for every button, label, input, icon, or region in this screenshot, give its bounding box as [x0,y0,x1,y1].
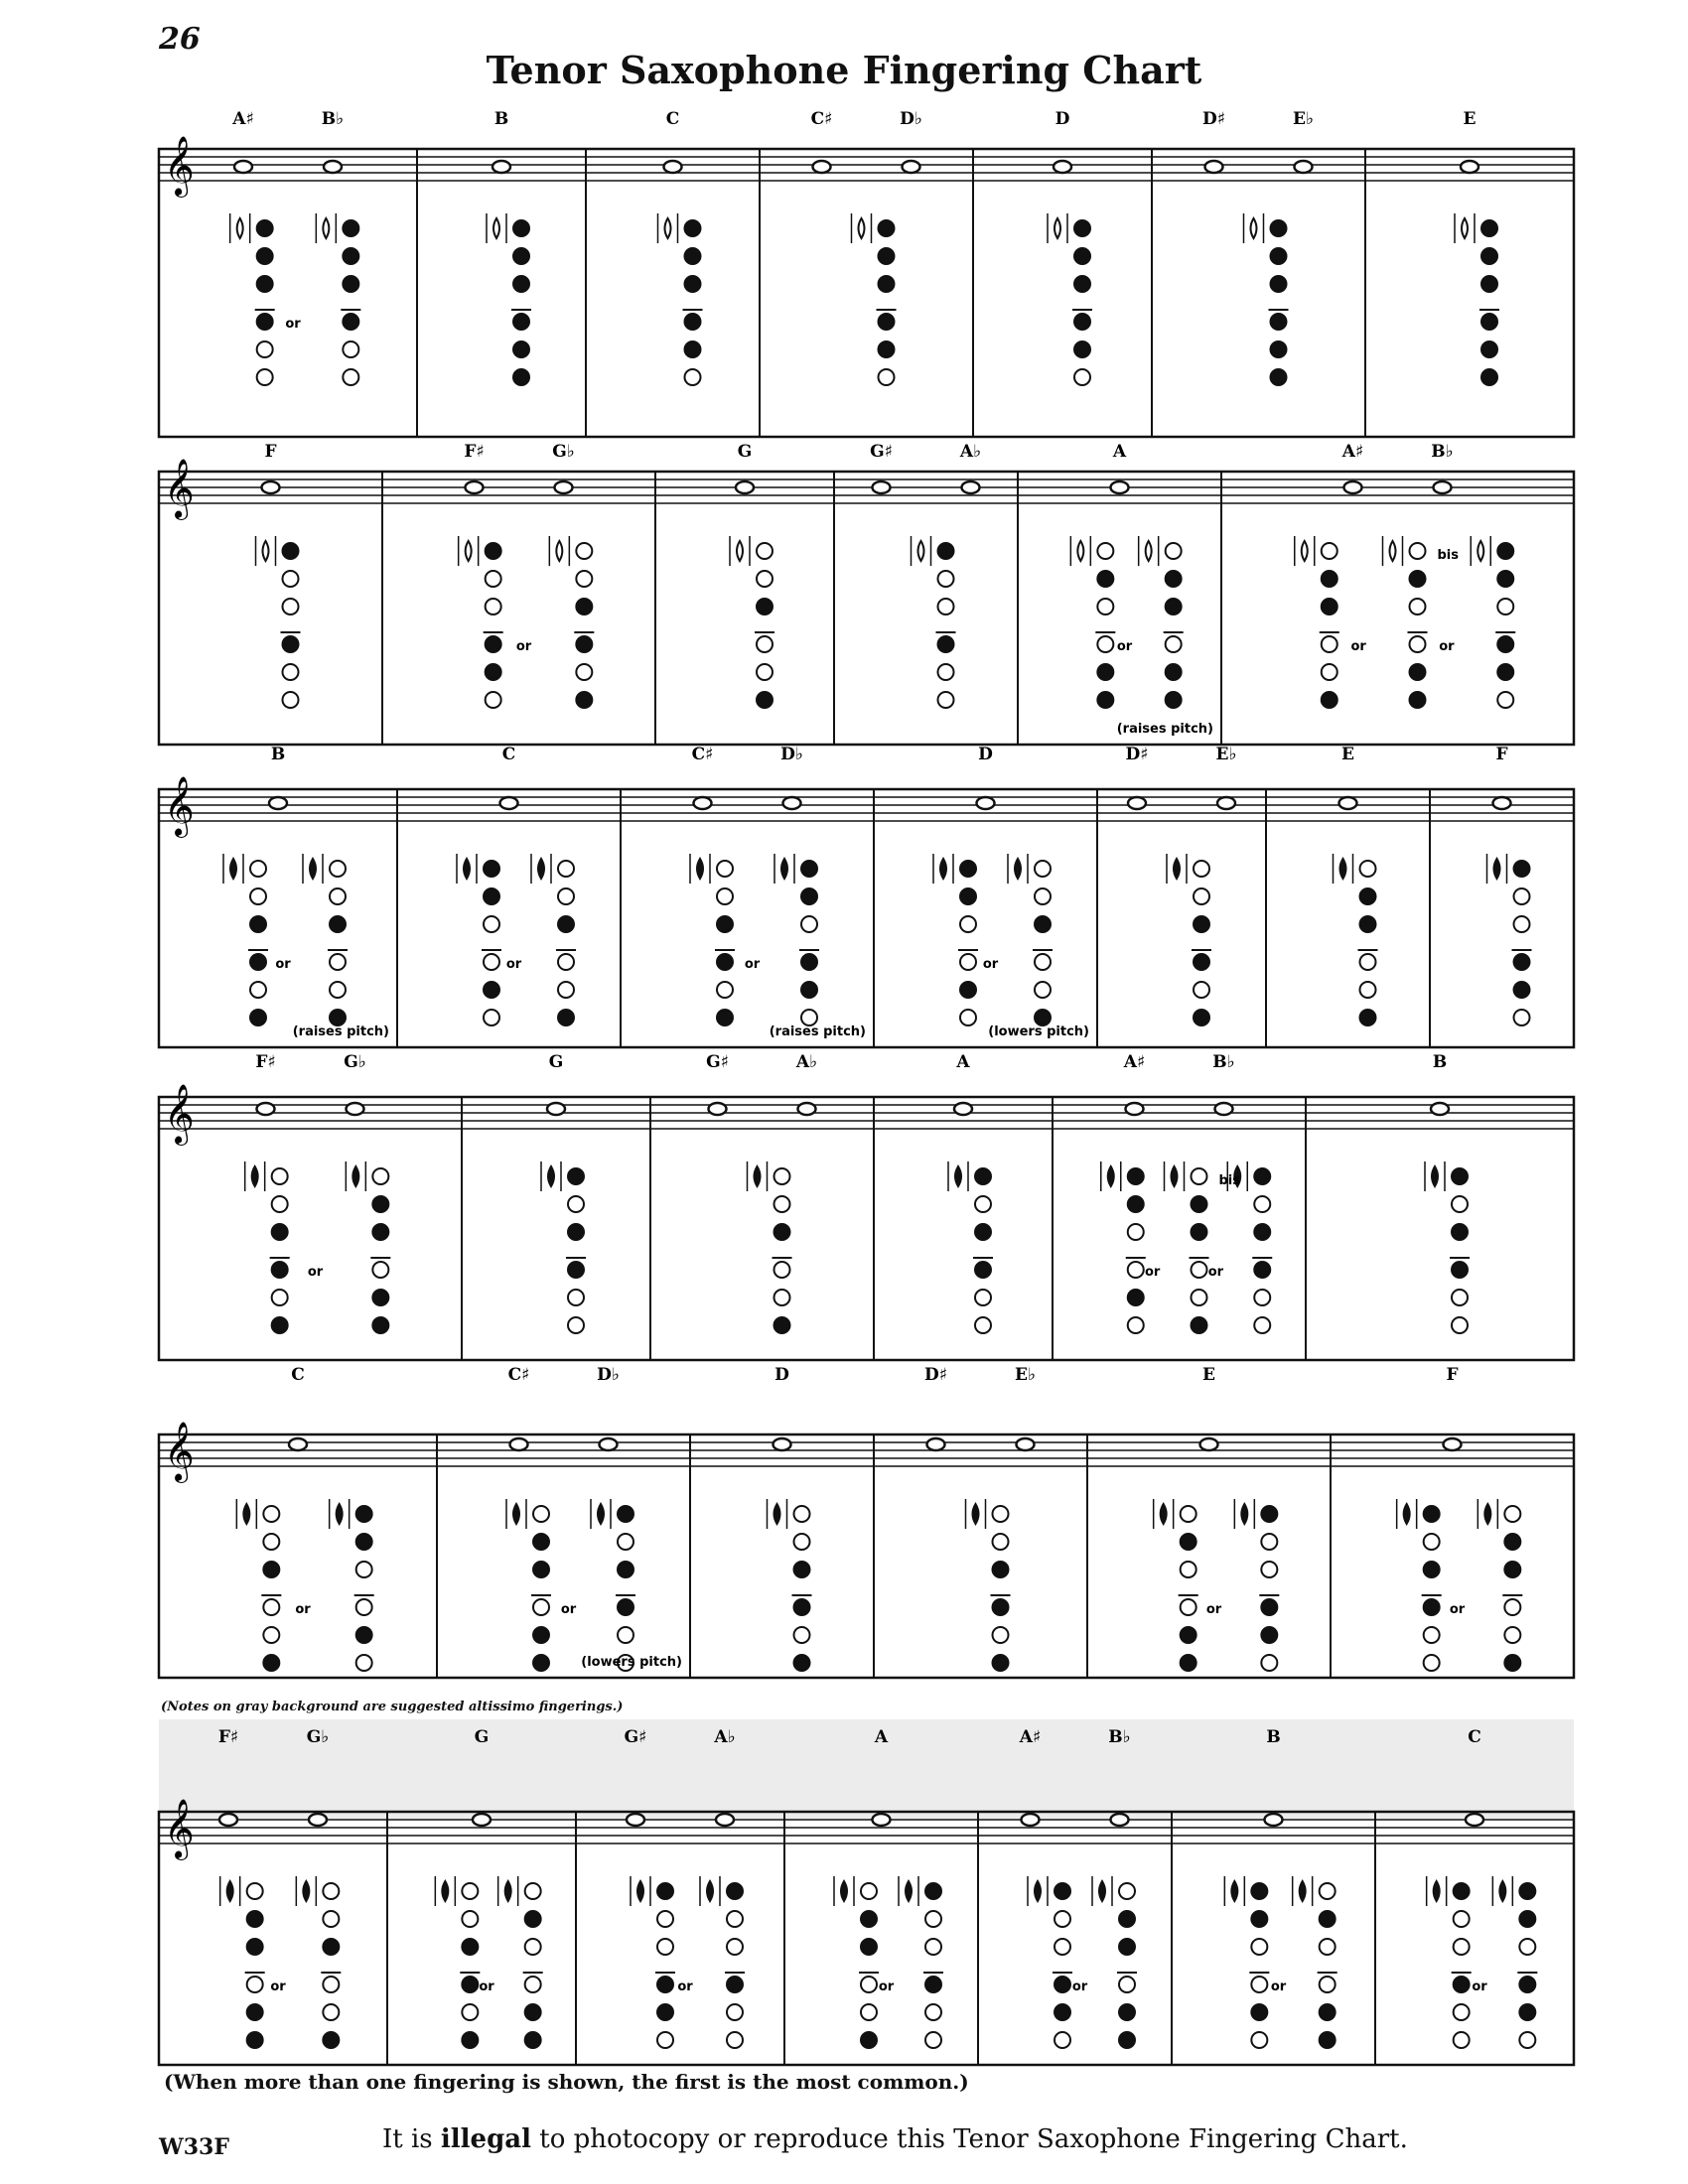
or-label: or [515,639,532,654]
tone-hole-icon [861,1883,877,1899]
tone-hole-icon [247,2004,263,2020]
note-name-label: B [493,109,509,129]
tone-hole-icon [1119,1939,1135,1955]
note-head-icon [1265,1814,1283,1826]
note-name-label: G [737,442,753,462]
fingering-diagram [498,1876,543,2048]
or-label: or [1350,639,1366,654]
bis-label: bis [1218,1173,1240,1188]
note-name-label: A♭ [714,1727,736,1747]
tone-hole-icon [462,1939,478,1955]
tone-hole-icon [727,2032,743,2048]
or-label: or [1207,1265,1224,1280]
note-head-icon [309,1814,327,1826]
note-name-label: A [1112,442,1127,462]
note-name-label: A♯ [1123,1052,1146,1072]
note-head-icon [873,1814,891,1826]
or-label: or [1449,1602,1466,1617]
note-name-label: C♯ [810,109,833,129]
treble-clef-icon: 𝄞 [164,1084,195,1144]
fingering-diagram [631,1876,675,2048]
pitch-note-label: (raises pitch) [292,1024,389,1039]
altissimo-note: (Notes on gray background are suggested altissimo fingerings.) [161,1700,624,1714]
tone-hole-icon [861,1939,877,1955]
tone-hole-icon [462,1911,478,1927]
note-name-label: A♯ [232,109,254,129]
or-label: or [677,1979,693,1994]
treble-clef-icon: 𝄞 [164,776,195,836]
note-name-label: E♭ [1293,109,1314,129]
note-head-icon [627,1814,644,1826]
note-name-label: A [874,1727,889,1747]
tone-hole-icon [1320,1939,1336,1955]
note-name-label: E♭ [1015,1365,1036,1385]
tone-hole-icon [925,1911,941,1927]
tone-hole-icon [657,2032,673,2048]
fingering-diagram [1492,1876,1537,2048]
tone-hole-icon [1320,2032,1336,2048]
fingering-diagram [220,1876,265,2048]
fingering-diagram [1028,1876,1072,2048]
or-label: or [1439,639,1455,654]
tone-hole-icon [462,1883,478,1899]
note-name-label: G♭ [306,1727,330,1747]
or-label: or [479,1979,494,1994]
tone-hole-icon [1055,2032,1070,2048]
tone-hole-icon [727,1883,743,1899]
octave-key-icon [1231,1881,1237,1901]
fingering-diagram [435,1876,480,2048]
or-label: or [744,957,761,972]
octave-key-icon [505,1881,511,1901]
note-head-icon [716,1814,734,1826]
tone-hole-icon [247,2032,263,2048]
tone-hole-icon [525,2004,541,2020]
note-head-icon [1466,1814,1483,1826]
tone-hole-icon [1251,2032,1267,2048]
or-label: or [1116,639,1133,654]
or-label: or [982,957,999,972]
tone-hole-icon [1320,1911,1336,1927]
note-name-label: E♭ [1215,745,1237,764]
tone-hole-icon [861,1977,877,1992]
or-label: or [1472,1979,1487,1994]
fingering-diagram [1427,1876,1472,2048]
tone-hole-icon [1055,1911,1070,1927]
tone-hole-icon [1519,1939,1535,1955]
tone-hole-icon [525,1939,541,1955]
tone-hole-icon [1519,1977,1535,1992]
tone-hole-icon [247,1939,263,1955]
pitch-note-label: (lowers pitch) [988,1024,1089,1039]
note-name-label: A [956,1052,970,1072]
tone-hole-icon [925,1977,941,1992]
tone-hole-icon [727,1977,743,1992]
note-name-label: C [665,109,680,129]
fingering-diagram [899,1876,943,2048]
footnote: (When more than one fingering is shown, the first is the most common.) [164,2070,969,2094]
note-name-label: G♯ [624,1727,647,1747]
note-name-label: C♯ [507,1365,530,1385]
note-name-label: C♯ [691,745,714,764]
fingering-diagram [834,1876,879,2048]
fingering-diagram [296,1876,341,2048]
or-label: or [275,957,291,972]
tone-hole-icon [1454,1939,1470,1955]
note-name-label: D [978,745,993,764]
note-name-label: D♯ [1125,745,1149,764]
page-title: Tenor Saxophone Fingering Chart [486,48,1202,92]
tone-hole-icon [727,1939,743,1955]
tone-hole-icon [1320,1883,1336,1899]
octave-key-icon [1300,1881,1306,1901]
octave-key-icon [1434,1881,1440,1901]
tone-hole-icon [462,2032,478,2048]
note-name-label: D [774,1365,789,1385]
octave-key-icon [637,1881,643,1901]
treble-clef-icon: 𝄞 [164,1422,195,1481]
note-name-label: A♯ [1341,442,1364,462]
octave-key-icon [442,1881,448,1901]
tone-hole-icon [1519,2004,1535,2020]
note-head-icon [1022,1814,1040,1826]
page-number: 26 [159,22,201,57]
note-name-label: C [501,745,516,764]
note-name-label: F♯ [464,442,485,462]
or-label: or [307,1265,324,1280]
or-label: or [1144,1265,1161,1280]
note-name-label: B [1432,1052,1448,1072]
tone-hole-icon [1119,1977,1135,1992]
fingering-diagram [1092,1876,1137,2048]
tone-hole-icon [1454,1977,1470,1992]
or-label: or [270,1979,286,1994]
fingering-diagram [1293,1876,1337,2048]
note-name-label: E [1463,109,1477,129]
tone-hole-icon [323,1911,339,1927]
copyright-suffix: to photocopy or reproduce this Tenor Saxophone Fingering Chart. [530,2124,1408,2154]
note-name-label: E [1202,1365,1215,1385]
note-name-label: D♭ [780,745,803,764]
note-name-label: F♯ [255,1052,276,1072]
octave-key-icon [303,1881,309,1901]
tone-hole-icon [925,2004,941,2020]
tone-hole-icon [861,2032,877,2048]
tone-hole-icon [657,2004,673,2020]
tone-hole-icon [525,1977,541,1992]
note-name-label: D♯ [924,1365,947,1385]
copyright-illegal-word: illegal [440,2124,531,2154]
tone-hole-icon [525,1883,541,1899]
tone-hole-icon [1119,2004,1135,2020]
pitch-note-label: (raises pitch) [769,1024,866,1039]
tone-hole-icon [1320,1977,1336,1992]
note-name-label: G [474,1727,490,1747]
octave-key-icon [906,1881,912,1901]
note-name-label: E [1341,745,1354,764]
tone-hole-icon [1119,1911,1135,1927]
note-name-label: D♭ [900,109,922,129]
octave-key-icon [1099,1881,1105,1901]
note-head-icon [1111,1814,1129,1826]
tone-hole-icon [657,1911,673,1927]
tone-hole-icon [1519,1911,1535,1927]
tone-hole-icon [323,2032,339,2048]
note-name-label: F [1446,1365,1459,1385]
tone-hole-icon [1454,1911,1470,1927]
treble-clef-icon: 𝄞 [164,459,195,518]
or-label: or [560,1602,577,1617]
tone-hole-icon [323,1977,339,1992]
tone-hole-icon [1519,2032,1535,2048]
note-name-label: C [1468,1727,1481,1747]
or-label: or [878,1979,895,1994]
tone-hole-icon [1251,1883,1267,1899]
octave-key-icon [707,1881,713,1901]
octave-key-icon [227,1881,233,1901]
tone-hole-icon [861,2004,877,2020]
note-name-label: B♭ [1431,442,1454,462]
note-name-label: F [264,442,277,462]
tone-hole-icon [323,1883,339,1899]
fingering-diagram [1224,1876,1269,2048]
note-name-label: B♭ [1108,1727,1131,1747]
or-label: or [1071,1979,1088,1994]
or-label: or [1205,1602,1222,1617]
note-name-label: G♯ [706,1052,729,1072]
copyright-prefix: It is [382,2124,441,2154]
tone-hole-icon [247,1883,263,1899]
publication-code: W33F [159,2134,229,2160]
octave-key-icon [841,1881,847,1901]
note-name-label: G♭ [344,1052,366,1072]
tone-hole-icon [323,2004,339,2020]
tone-hole-icon [727,1911,743,1927]
tone-hole-icon [1055,1977,1070,1992]
treble-clef-icon: 𝄞 [164,1799,195,1858]
tone-hole-icon [925,1883,941,1899]
note-name-label: F♯ [217,1727,239,1747]
tone-hole-icon [462,1977,478,1992]
note-name-label: B [270,745,286,764]
fingering-diagram [700,1876,745,2048]
tone-hole-icon [462,2004,478,2020]
note-name-label: A♭ [795,1052,818,1072]
note-name-label: F [1495,745,1508,764]
tone-hole-icon [925,2032,941,2048]
tone-hole-icon [861,1911,877,1927]
note-name-label: G♭ [552,442,575,462]
tone-hole-icon [1251,2004,1267,2020]
tone-hole-icon [1251,1977,1267,1992]
tone-hole-icon [657,1939,673,1955]
tone-hole-icon [925,1939,941,1955]
tone-hole-icon [1055,2004,1070,2020]
or-label: or [285,317,301,332]
tone-hole-icon [1251,1939,1267,1955]
pitch-note-label: (raises pitch) [1116,722,1213,737]
tone-hole-icon [1519,1883,1535,1899]
copyright-notice [382,2124,1408,2154]
tone-hole-icon [525,1911,541,1927]
note-name-label: G [548,1052,564,1072]
note-name-label: D♭ [597,1365,620,1385]
note-name-label: B [1266,1727,1281,1747]
tone-hole-icon [1119,2032,1135,2048]
or-label: or [295,1602,311,1617]
note-name-label: B♭ [1212,1052,1235,1072]
tone-hole-icon [247,1977,263,1992]
tone-hole-icon [1119,1883,1135,1899]
tone-hole-icon [657,1977,673,1992]
tone-hole-icon [1454,1883,1470,1899]
bis-label: bis [1437,548,1459,563]
note-name-label: D♯ [1202,109,1225,129]
note-name-label: C [291,1365,305,1385]
note-head-icon [219,1814,237,1826]
note-name-label: B♭ [321,109,345,129]
pitch-note-label: (lowers pitch) [581,1655,682,1670]
tone-hole-icon [1454,2004,1470,2020]
octave-key-icon [1499,1881,1505,1901]
tone-hole-icon [1320,2004,1336,2020]
tone-hole-icon [657,1883,673,1899]
tone-hole-icon [1055,1939,1070,1955]
tone-hole-icon [525,2032,541,2048]
octave-key-icon [1035,1881,1041,1901]
or-label: or [1270,1979,1287,1994]
treble-clef-icon: 𝄞 [164,136,195,196]
or-label: or [505,957,522,972]
note-name-label: D [1055,109,1070,129]
note-name-label: G♯ [870,442,893,462]
tone-hole-icon [727,2004,743,2020]
note-name-label: A♭ [959,442,982,462]
tone-hole-icon [1055,1883,1070,1899]
tone-hole-icon [323,1939,339,1955]
tone-hole-icon [1251,1911,1267,1927]
tone-hole-icon [1454,2032,1470,2048]
note-name-label: A♯ [1019,1727,1042,1747]
note-head-icon [473,1814,491,1826]
tone-hole-icon [247,1911,263,1927]
